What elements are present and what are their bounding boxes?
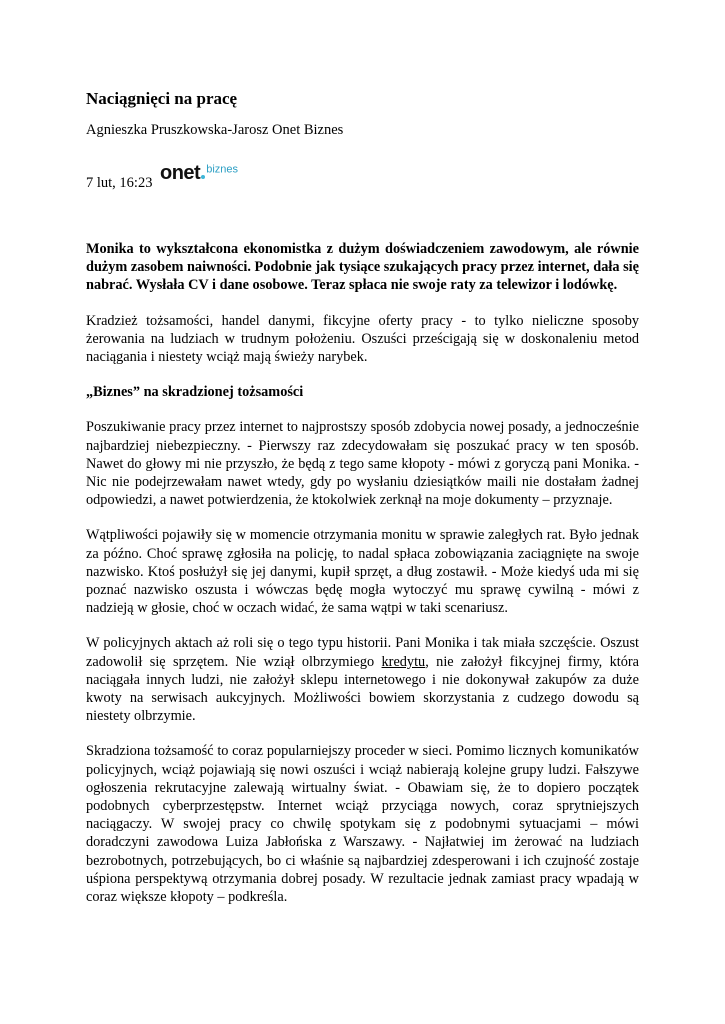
kredytu-link[interactable]: kredytu [381, 653, 426, 670]
paragraph-doubts: Wątpliwości pojawiły się w momencie otrzymania monitu w sprawie zaległych rat. Było jednak za późno. Choć sprawę zgłosiła na policję, to nadal spłaca zobowiązania zaciągnięte na swoje nazwisko. Ktoś posłużył się jej danymi, kupił sprzęt, a dług zostawił. - Może kiedyś uda mi się poznać nazwisko oszusta i wówczas będę mogła wytoczyć mu sprawę cywilną - mówi z nadzieją w głosie, choć w oczach widać, że sama wątpi w taki scenariusz. [86, 527, 639, 617]
onet-biznes-logo [160, 162, 238, 184]
article-body [86, 240, 639, 923]
paragraph-intro: Kradzież tożsamości, handel danymi, fikcyjne oferty pracy - to tylko nieliczne sposoby żerowania na ludziach w trudnym położeniu. Oszuści prześcigają się w doskonaleniu metod naciągania i niestety wciąż mają świeży narybek. [86, 312, 639, 366]
section-heading: „Biznes” na skradzionej tożsamości [86, 384, 304, 401]
article-title: Naciągnięci na pracę [86, 89, 238, 108]
logo-onet-text: onet [160, 162, 201, 184]
paragraph-monika-story: Poszukiwanie pracy przez internet to najprostszy sposób zdobycia nowej posady, a jednocześnie najbardziej niebezpieczny. - Pierwszy raz zdecydowałam się poszukać pracy w ten sposób. Nawet do głowy mi nie przyszło, że będą z tego same kłopoty - mówi z goryczą pani Monika. - Nic nie podejrzewałam nawet wtedy, gdy po wysłaniu dziesiątków maili nie dostałam żadnej odpowiedzi, a nawet potwierdzenia, że ktokolwiek zerknął na moje dokumenty – przyznaje. [86, 419, 639, 509]
dateline [86, 162, 386, 192]
paragraph-stolen-identity: Skradziona tożsamość to coraz popularniejszy proceder w sieci. Pomimo licznych komunikatów policyjnych, wciąż pojawiają się nowi oszuści i wciąż nabierają kolejne grupy ludzi. Fałszywe ogłoszenia rekrutacyjne zalewają wirtualny świat. - Obawiam się, że to dopiero początek podobnych cyberprzestępstw. Internet wciąż przyciąga nowych, coraz sprytniejszych naciągaczy. W swojej pracy co chwilę spotykam się z podobnymi sytuacjami – mówi doradczyni zawodowa Luiza Jabłońska z Warszawy. - Najłatwiej im żerować na ludziach bezrobotnych, potrzebujących, bo ci właśnie są najbardziej zdesperowani i ich czujność zostaje uśpiona perspektywą otrzymania dobrej posady. W rezultacie jednak zamiast pracy wpadają w coraz większe kłopoty – podkreśla. [86, 743, 639, 906]
article-date: 7 lut, 16:23 [86, 175, 153, 191]
paragraph-police-files [86, 634, 639, 725]
logo-dot [201, 175, 205, 179]
paragraph-police-files-end: , nie założył fikcyjnej firmy, która naciągała innych ludzi, nie założył sklepu internetowego i nie dokonywał zakupów za duże kwoty na serwisach aukcyjnych. Możliwości bowiem skorzystania z cudzego dowodu są niestety olbrzymie. [86, 653, 639, 725]
paragraph-police-files-start: W policyjnych aktach aż roli się o tego typu historii. Pani Monika i tak miała szczęście. Oszust zadowolił się sprzętem. Nie wziął olbrzymiego [86, 635, 639, 670]
article-lead: Monika to wykształcona ekonomistka z dużym doświadczeniem zawodowym, ale równie dużym zasobem naiwności. Podobnie jak tysiące szukających pracy przez internet, dała się nabrać. Wysłała CV i dane osobowe. Teraz spłaca nie swoje raty za telewizor i lodówkę. [86, 241, 639, 294]
article-byline: Agnieszka Pruszkowska-Jarosz Onet Biznes [86, 122, 344, 138]
logo-biznes-text: biznes [206, 163, 239, 176]
